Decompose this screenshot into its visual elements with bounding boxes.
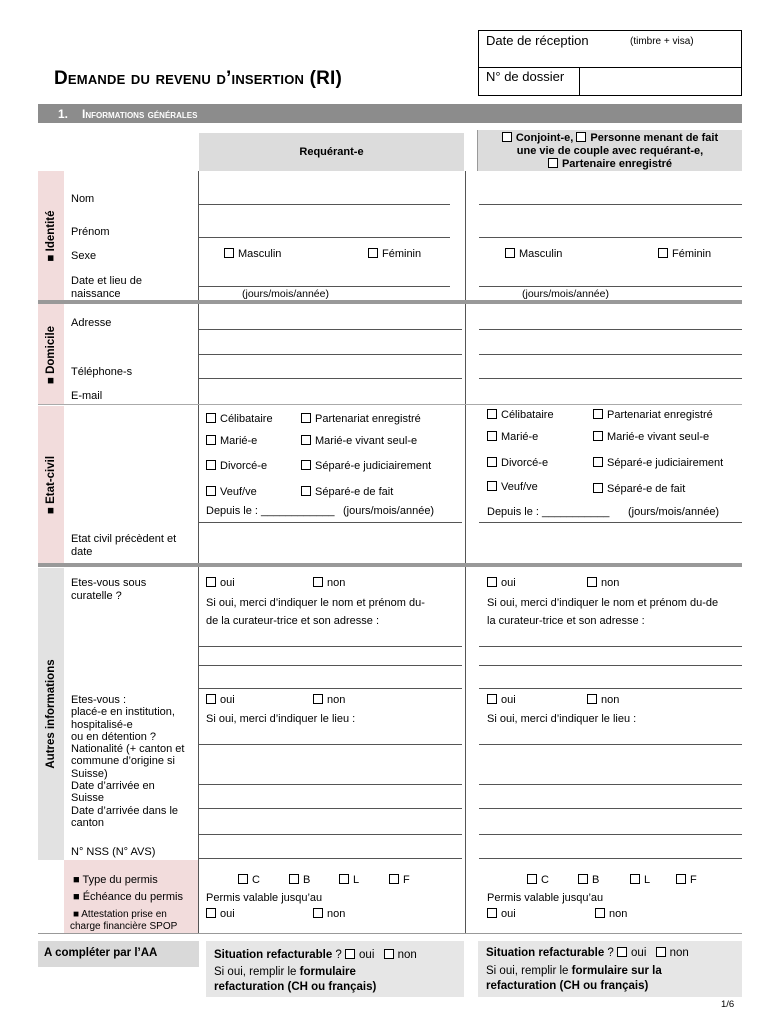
curateur-text-2: de la curateur-trice et son adresse : bbox=[206, 615, 380, 627]
divorce-checkbox[interactable] bbox=[206, 460, 216, 470]
partenariat-option-conjoint[interactable]: Partenariat enregistré bbox=[593, 409, 713, 421]
celibataire-option[interactable]: Célibataire bbox=[206, 413, 273, 425]
permis-f[interactable]: F bbox=[389, 874, 410, 886]
institution-oui-checkbox-conjoint[interactable] bbox=[487, 694, 497, 704]
permis-echeance-label: ■ Échéance du permis bbox=[73, 891, 183, 903]
permis-b-checkbox-conjoint[interactable] bbox=[578, 874, 588, 884]
domicile-sidebar: ■ Domicile bbox=[38, 304, 64, 405]
permis-l-checkbox[interactable] bbox=[339, 874, 349, 884]
page-number: 1/6 bbox=[721, 999, 735, 1010]
naissance-label-1: Date et lieu de bbox=[71, 275, 142, 287]
naissance-label-2: naissance bbox=[71, 288, 121, 300]
marie-seul-option-conjoint[interactable]: Marié-e vivant seul-e bbox=[593, 431, 709, 443]
separe-jud-checkbox-conjoint[interactable] bbox=[593, 457, 603, 467]
permis-b-conjoint[interactable]: B bbox=[578, 874, 599, 886]
marie-checkbox-conjoint[interactable] bbox=[487, 431, 497, 441]
permis-b[interactable]: B bbox=[289, 874, 310, 886]
separe-fait-checkbox-conjoint[interactable] bbox=[593, 483, 603, 493]
feminin-option[interactable]: Féminin bbox=[368, 248, 421, 260]
identite-sidebar: ■ Identité bbox=[38, 171, 64, 301]
marie-option-conjoint[interactable]: Marié-e bbox=[487, 431, 538, 443]
partenaire-checkbox[interactable] bbox=[548, 158, 558, 168]
page-title: Demande du revenu d’insertion (RI) bbox=[54, 68, 343, 89]
naissance-hint: (jours/mois/année) bbox=[242, 288, 329, 300]
institution-oui[interactable]: oui bbox=[206, 694, 235, 706]
partenariat-option[interactable]: Partenariat enregistré bbox=[301, 413, 421, 425]
veuf-option-conjoint[interactable]: Veuf/ve bbox=[487, 481, 538, 493]
institution-oui-checkbox[interactable] bbox=[206, 694, 216, 704]
feminin-checkbox[interactable] bbox=[368, 248, 378, 258]
permis-l-conjoint[interactable]: L bbox=[630, 874, 650, 886]
section-number: 1. bbox=[58, 107, 69, 121]
marie-seul-checkbox[interactable] bbox=[301, 435, 311, 445]
permis-c-checkbox-conjoint[interactable] bbox=[527, 874, 537, 884]
precedent-label-1: Etat civil précèdent et bbox=[71, 533, 177, 545]
attestation-label-2: charge financière SPOP bbox=[70, 921, 178, 932]
marie-seul-checkbox-conjoint[interactable] bbox=[593, 431, 603, 441]
masculin-option-conjoint[interactable]: Masculin bbox=[505, 248, 562, 260]
curatelle-oui-conjoint[interactable]: oui bbox=[487, 577, 516, 589]
situation-label-conjoint: Situation refacturable bbox=[486, 947, 605, 959]
prenom-label: Prénom bbox=[71, 226, 110, 238]
curatelle-non-conjoint[interactable]: non bbox=[587, 577, 619, 589]
attestation-non[interactable]: non bbox=[313, 908, 345, 920]
separe-fait-checkbox[interactable] bbox=[301, 486, 311, 496]
institution-oui-conjoint[interactable]: oui bbox=[487, 694, 516, 706]
curatelle-label-2: curatelle ? bbox=[71, 590, 122, 602]
naissance-hint-conjoint: (jours/mois/année) bbox=[522, 288, 609, 300]
curateur-text-2-conjoint: la curateur-trice et son adresse : bbox=[487, 615, 645, 627]
curatelle-oui-checkbox[interactable] bbox=[206, 577, 216, 587]
marie-seul-option[interactable]: Marié-e vivant seul-e bbox=[301, 435, 417, 447]
separe-fait-option-conjoint[interactable]: Séparé-e de fait bbox=[593, 483, 685, 495]
divorce-option[interactable]: Divorcé-e bbox=[206, 460, 267, 472]
marie-option[interactable]: Marié-e bbox=[206, 435, 257, 447]
section-bar bbox=[38, 104, 742, 123]
attestation-label-1: ■ Attestation prise en bbox=[73, 909, 167, 920]
adresse-label: Adresse bbox=[71, 317, 112, 329]
separe-fait-option[interactable]: Séparé-e de fait bbox=[301, 486, 393, 498]
dossier-input[interactable] bbox=[581, 68, 743, 94]
refact-non-checkbox[interactable] bbox=[384, 949, 394, 959]
refact-oui-checkbox-conjoint[interactable] bbox=[617, 947, 627, 957]
masculin-option[interactable]: Masculin bbox=[224, 248, 281, 260]
partenariat-checkbox[interactable] bbox=[301, 413, 311, 423]
divorce-option-conjoint[interactable]: Divorcé-e bbox=[487, 457, 548, 469]
autres-sidebar: Autres informations bbox=[38, 568, 64, 860]
institution-non[interactable]: non bbox=[313, 694, 345, 706]
attestation-oui[interactable]: oui bbox=[206, 908, 235, 920]
email-label: E-mail bbox=[71, 390, 103, 402]
veuf-checkbox[interactable] bbox=[206, 486, 216, 496]
separe-jud-option[interactable]: Séparé-e judiciairement bbox=[301, 460, 431, 472]
curatelle-oui[interactable]: oui bbox=[206, 577, 235, 589]
refact-block-right: Situation refacturable ? oui non Si oui, remplir le formulaire sur la refacturation (CH ou français) bbox=[478, 941, 742, 997]
reception-note: (timbre + visa) bbox=[630, 36, 694, 47]
curatelle-non-checkbox[interactable] bbox=[313, 577, 323, 587]
curatelle-label-1: Etes-vous sous bbox=[71, 577, 147, 589]
feminin-option-conjoint[interactable]: Féminin bbox=[658, 248, 711, 260]
separe-jud-option-conjoint[interactable]: Séparé-e judiciairement bbox=[593, 457, 723, 469]
permis-type-label: ■ Type du permis bbox=[73, 874, 158, 886]
permis-f-checkbox-conjoint[interactable] bbox=[676, 874, 686, 884]
partenariat-checkbox-conjoint[interactable] bbox=[593, 409, 603, 419]
situation-label: Situation refacturable bbox=[214, 949, 333, 961]
refact-block-left: Situation refacturable ? oui non Si oui, remplir le formulaire refacturation (CH ou français) bbox=[206, 941, 464, 997]
institution-non-checkbox[interactable] bbox=[313, 694, 323, 704]
lieu-text: Si oui, merci d’indiquer le lieu : bbox=[206, 713, 356, 725]
etat-civil-sidebar: ■ Etat-civil bbox=[38, 406, 64, 564]
attestation-oui-conjoint[interactable]: oui bbox=[487, 908, 516, 920]
reception-label: Date de réception bbox=[486, 33, 589, 48]
divorce-checkbox-conjoint[interactable] bbox=[487, 457, 497, 467]
permis-label-block bbox=[64, 860, 198, 933]
depuis-hint: (jours/mois/année) bbox=[343, 505, 435, 517]
curatelle-non-checkbox-conjoint[interactable] bbox=[587, 577, 597, 587]
aa-label: A compléter par l’AA bbox=[44, 947, 158, 959]
permis-l[interactable]: L bbox=[339, 874, 359, 886]
attestation-oui-checkbox-conjoint[interactable] bbox=[487, 908, 497, 918]
veuf-checkbox-conjoint[interactable] bbox=[487, 481, 497, 491]
refact-oui-checkbox[interactable] bbox=[345, 949, 355, 959]
permis-c-checkbox[interactable] bbox=[238, 874, 248, 884]
sexe-label: Sexe bbox=[71, 250, 97, 262]
feminin-checkbox-conjoint[interactable] bbox=[658, 248, 668, 258]
permis-b-checkbox[interactable] bbox=[289, 874, 299, 884]
depuis-hint-conjoint: (jours/mois/année) bbox=[628, 506, 720, 518]
precedent-label-2: date bbox=[71, 546, 93, 558]
lieu-text-conjoint: Si oui, merci d’indiquer le lieu : bbox=[487, 713, 637, 725]
marie-checkbox[interactable] bbox=[206, 435, 216, 445]
nom-label: Nom bbox=[71, 193, 95, 205]
curateur-text-1-conjoint: Si oui, merci d’indiquer le nom et prénom du-de bbox=[487, 597, 719, 609]
attestation-non-checkbox[interactable] bbox=[313, 908, 323, 918]
curatelle-oui-checkbox-conjoint[interactable] bbox=[487, 577, 497, 587]
curateur-text-1: Si oui, merci d’indiquer le nom et prénom du- bbox=[206, 597, 425, 609]
nss-label: N° NSS (N° AVS) bbox=[71, 846, 156, 858]
institution-non-conjoint[interactable]: non bbox=[587, 694, 619, 706]
celibataire-checkbox-conjoint[interactable] bbox=[487, 409, 497, 419]
conjoint-checkbox[interactable] bbox=[502, 132, 512, 142]
telephone-label: Téléphone-s bbox=[71, 366, 133, 378]
permis-c-conjoint[interactable]: C bbox=[527, 874, 549, 886]
permis-l-checkbox-conjoint[interactable] bbox=[630, 874, 640, 884]
personne-checkbox[interactable] bbox=[576, 132, 586, 142]
institution-non-checkbox-conjoint[interactable] bbox=[587, 694, 597, 704]
valable-label: Permis valable jusqu’au bbox=[206, 892, 323, 904]
masculin-checkbox-conjoint[interactable] bbox=[505, 248, 515, 258]
conjoint-header: Conjoint-e, Personne menant de fait une vie de couple avec requérant-e, Partenaire enregistré bbox=[478, 130, 742, 171]
veuf-option[interactable]: Veuf/ve bbox=[206, 486, 257, 498]
valable-label-conjoint: Permis valable jusqu’au bbox=[487, 892, 604, 904]
masculin-checkbox[interactable] bbox=[224, 248, 234, 258]
depuis-label-conjoint: Depuis le : ___________ bbox=[487, 506, 610, 518]
institution-labels: Etes-vous : placé-e en institution, hospitalisé-e ou en détention ? Nationalité (+ canton et commune d’origine si Suisse) Date d’arrivée en Suisse Date d’arrivée dans le canton bbox=[71, 694, 185, 829]
section-title: Informations générales bbox=[82, 107, 198, 121]
attestation-non-checkbox-conjoint[interactable] bbox=[595, 908, 605, 918]
refact-non-checkbox-conjoint[interactable] bbox=[656, 947, 666, 957]
attestation-non-conjoint[interactable]: non bbox=[595, 908, 627, 920]
depuis-label: Depuis le : ____________ bbox=[206, 505, 335, 517]
separe-jud-checkbox[interactable] bbox=[301, 460, 311, 470]
celibataire-option-conjoint[interactable]: Célibataire bbox=[487, 409, 554, 421]
requerant-header: Requérant-e bbox=[199, 133, 464, 171]
aa-block bbox=[38, 941, 199, 967]
attestation-oui-checkbox[interactable] bbox=[206, 908, 216, 918]
permis-f-conjoint[interactable]: F bbox=[676, 874, 697, 886]
celibataire-checkbox[interactable] bbox=[206, 413, 216, 423]
permis-c[interactable]: C bbox=[238, 874, 260, 886]
curatelle-non[interactable]: non bbox=[313, 577, 345, 589]
permis-f-checkbox[interactable] bbox=[389, 874, 399, 884]
dossier-label: N° de dossier bbox=[486, 69, 565, 84]
